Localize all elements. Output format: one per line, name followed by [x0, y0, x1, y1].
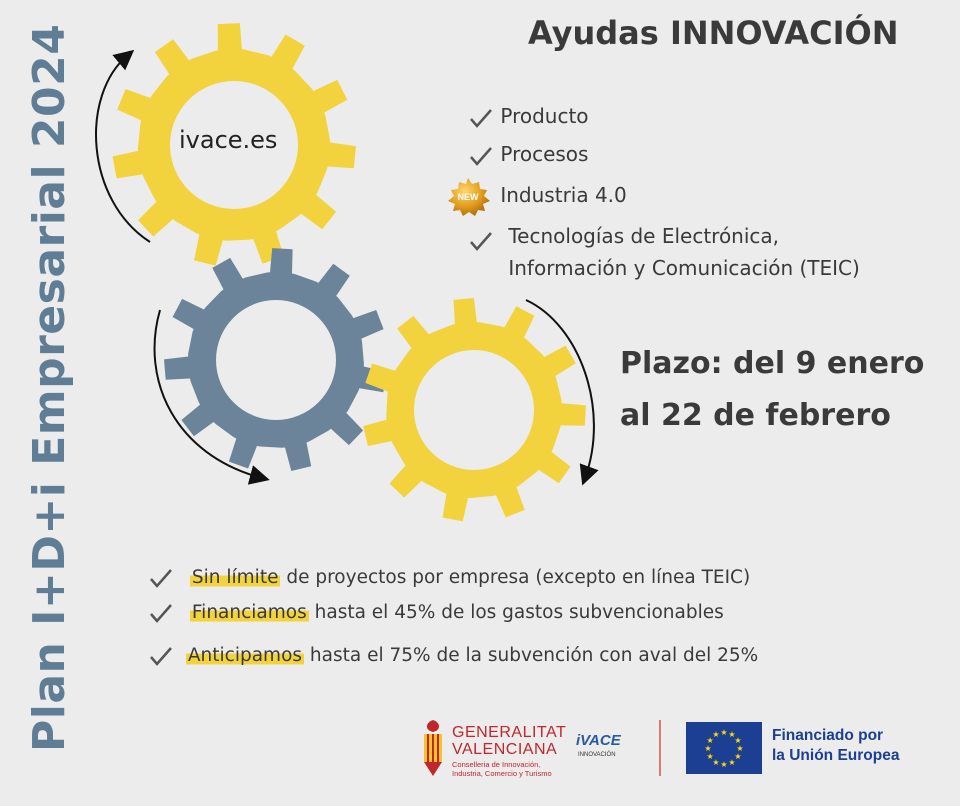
eu-star-icon: ★	[728, 730, 736, 740]
footer-divider	[659, 720, 661, 776]
benefit-text: de proyectos por empresa (excepto en línea TEIC)	[280, 567, 751, 588]
benefit-text: hasta el 75% de la subvención con aval del 25%	[304, 645, 759, 666]
deadline-line2: al 22 de febrero	[620, 398, 891, 433]
deadline-line1: Plazo: del 9 enero	[620, 346, 925, 381]
gv-line2: VALENCIANA	[452, 741, 558, 758]
eu-star-icon: ★	[706, 736, 714, 745]
benefit-item	[148, 602, 724, 624]
check-icon	[148, 567, 174, 589]
benefit-text: hasta el 45% de los gastos subvencionables	[308, 602, 724, 623]
list-item	[438, 176, 627, 216]
check-icon	[148, 645, 174, 667]
svg-text:NEW: NEW	[457, 192, 479, 202]
slate-gear	[164, 248, 387, 471]
eu-star-icon: ★	[712, 730, 720, 740]
list-item	[468, 104, 589, 129]
eu-funding-text	[772, 726, 899, 766]
gear-label[interactable]: ivace.es	[179, 126, 278, 154]
new-badge-icon	[438, 176, 498, 216]
eu-star-icon: ★	[720, 728, 728, 737]
gv-sub1: Conselleria de Innovación,	[452, 760, 541, 769]
check-icon	[468, 145, 494, 167]
eu-line2: la Unión Europea	[772, 747, 900, 764]
eu-flag-icon	[686, 722, 762, 774]
eu-star-icon: ★	[734, 736, 742, 745]
list-item-label: Procesos	[500, 142, 589, 166]
side-title: Plan I+D+i Empresarial 2024	[24, 23, 75, 752]
benefit-item	[148, 567, 750, 589]
generalitat-name	[452, 724, 566, 758]
benefit-highlight: Sin límite	[191, 567, 279, 588]
benefit-highlight: Financiamos	[191, 602, 307, 623]
eu-star-icon: ★	[728, 757, 736, 767]
generalitat-subtitle	[452, 760, 552, 778]
eu-line1: Financiado por	[772, 727, 884, 744]
page-title: Ayudas INNOVACIÓN	[528, 14, 899, 52]
benefit-item	[148, 645, 758, 667]
check-icon	[468, 107, 494, 129]
gv-line1: GENERALITAT	[452, 724, 567, 741]
check-icon	[148, 602, 174, 624]
eu-star-icon: ★	[704, 744, 712, 753]
list-item-label-line2: Información y Comunicación (TEIC)	[508, 256, 860, 280]
eu-star-icon: ★	[736, 744, 744, 753]
ivace-logo: iVACE	[576, 732, 621, 749]
list-item	[468, 142, 588, 167]
ivace-subtitle: INNOVACIÓN	[578, 752, 616, 758]
list-item-label: Producto	[500, 104, 589, 128]
deadline	[620, 338, 924, 442]
eu-star-icon: ★	[720, 760, 728, 769]
list-item-label: Tecnologías de Electrónica,	[508, 224, 780, 248]
eu-star-icon: ★	[706, 752, 714, 761]
eu-star-icon: ★	[712, 757, 720, 767]
yellow-gear-right	[363, 298, 586, 521]
gv-sub2: Industria, Comercio y Turismo	[452, 769, 552, 778]
list-item-label: Industria 4.0	[500, 182, 627, 207]
generalitat-crest-icon	[418, 718, 448, 780]
list-item	[468, 220, 860, 284]
eu-star-icon: ★	[734, 752, 742, 761]
check-icon	[468, 230, 494, 252]
benefit-highlight: Anticipamos	[187, 645, 303, 666]
